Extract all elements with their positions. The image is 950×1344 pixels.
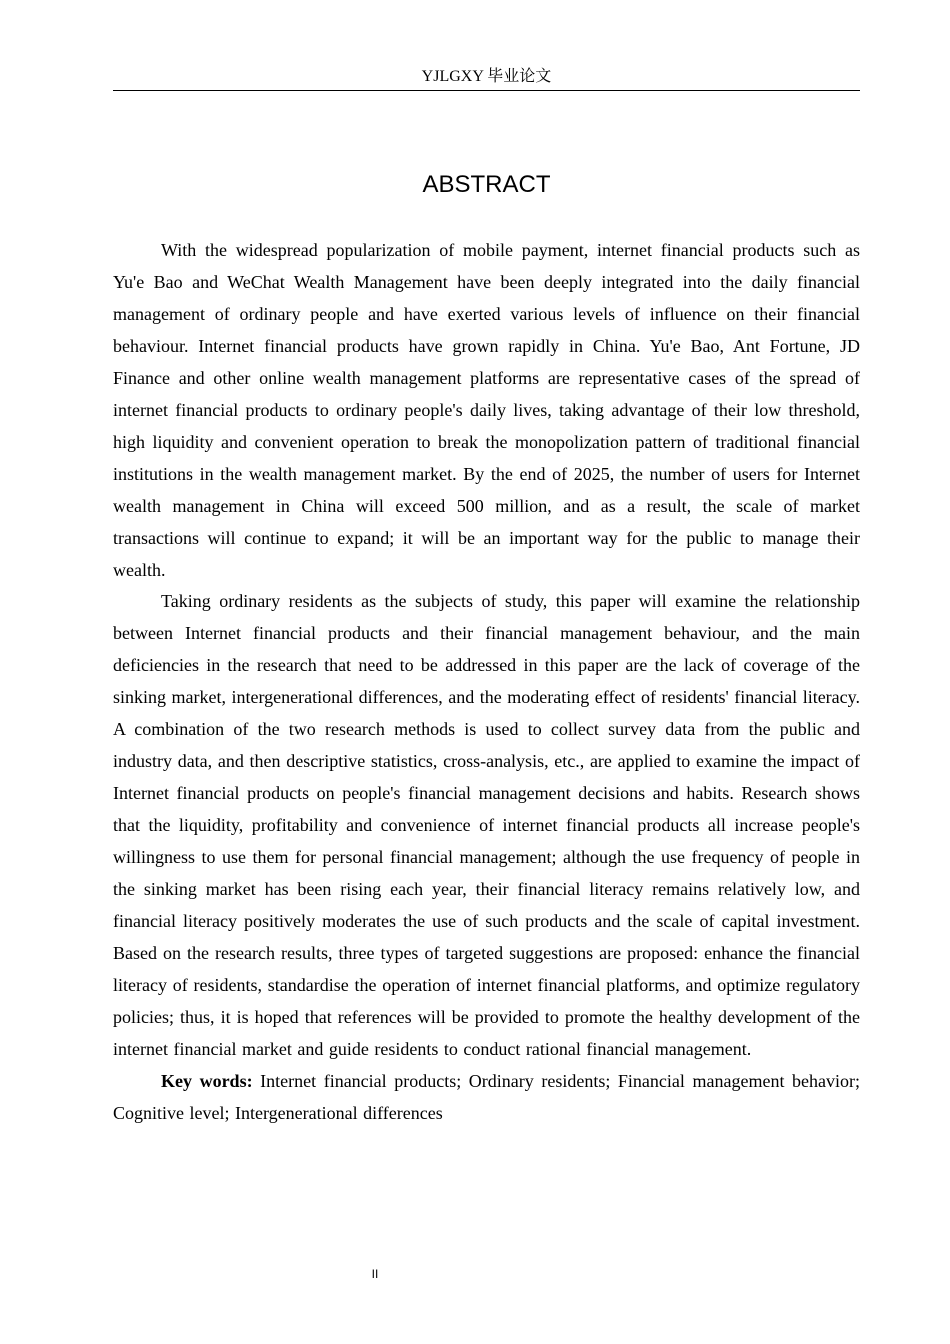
page-number: II xyxy=(371,1267,379,1281)
abstract-paragraph-2: Taking ordinary residents as the subjects of study, this paper will examine the relationship between Internet financial products and their financial management behaviour, and the main deficiencies in the research that need to be addressed in this paper are the lack of coverage of the sinking market, intergenerational differences, and the moderating effect of residents' financial literacy. A combination of the two research methods is used to collect survey data from the public and industry data, and then descriptive statistics, cross-analysis, etc., are applied to examine the impact of Internet financial products on people's financial management decisions and habits. Research shows that the liquidity, profitability and convenience of internet financial products all increase people's willingness to use them for personal financial management; although the use frequency of people in the sinking market has been rising each year, their financial literacy remains relatively low, and financial literacy positively moderates the use of such products and the scale of capital investment. Based on the research results, three types of targeted suggestions are proposed: enhance the financial literacy of residents, standardise the operation of internet financial platforms, and optimize regulatory policies; thus, it is hoped that references will be provided to promote the healthy development of the internet financial market and guide residents to conduct rational financial management. xyxy=(113,591,860,1059)
abstract-body xyxy=(113,235,860,1130)
keywords-text: Internet financial products; Ordinary residents; Financial management behavior; Cognitive level; Intergenerational differences xyxy=(113,1070,860,1123)
running-header: YJLGXY 毕业论文 xyxy=(421,68,552,85)
abstract-title: ABSTRACT xyxy=(422,171,551,198)
header-rule xyxy=(113,90,860,91)
keywords-line xyxy=(113,1066,860,1130)
abstract-paragraph-1: With the widespread popularization of mobile payment, internet financial products such as Yu'e Bao and WeChat Wealth Management have been deeply integrated into the daily financial management of ordinary people and have exerted various levels of influence on their financial behaviour. Internet financial products have grown rapidly in China. Yu'e Bao, Ant Fortune, JD Finance and other online wealth management platforms are representative cases of the spread of internet financial products to ordinary people's daily lives, taking advantage of their low threshold, high liquidity and convenient operation to break the monopolization pattern of traditional financial institutions in the wealth management market. By the end of 2025, the number of users for Internet wealth management in China will exceed 500 million, and as a result, the scale of market transactions will continue to expand; it will be an important way for the public to manage their wealth. xyxy=(113,240,860,580)
keywords-label: Key words: xyxy=(161,1070,253,1091)
